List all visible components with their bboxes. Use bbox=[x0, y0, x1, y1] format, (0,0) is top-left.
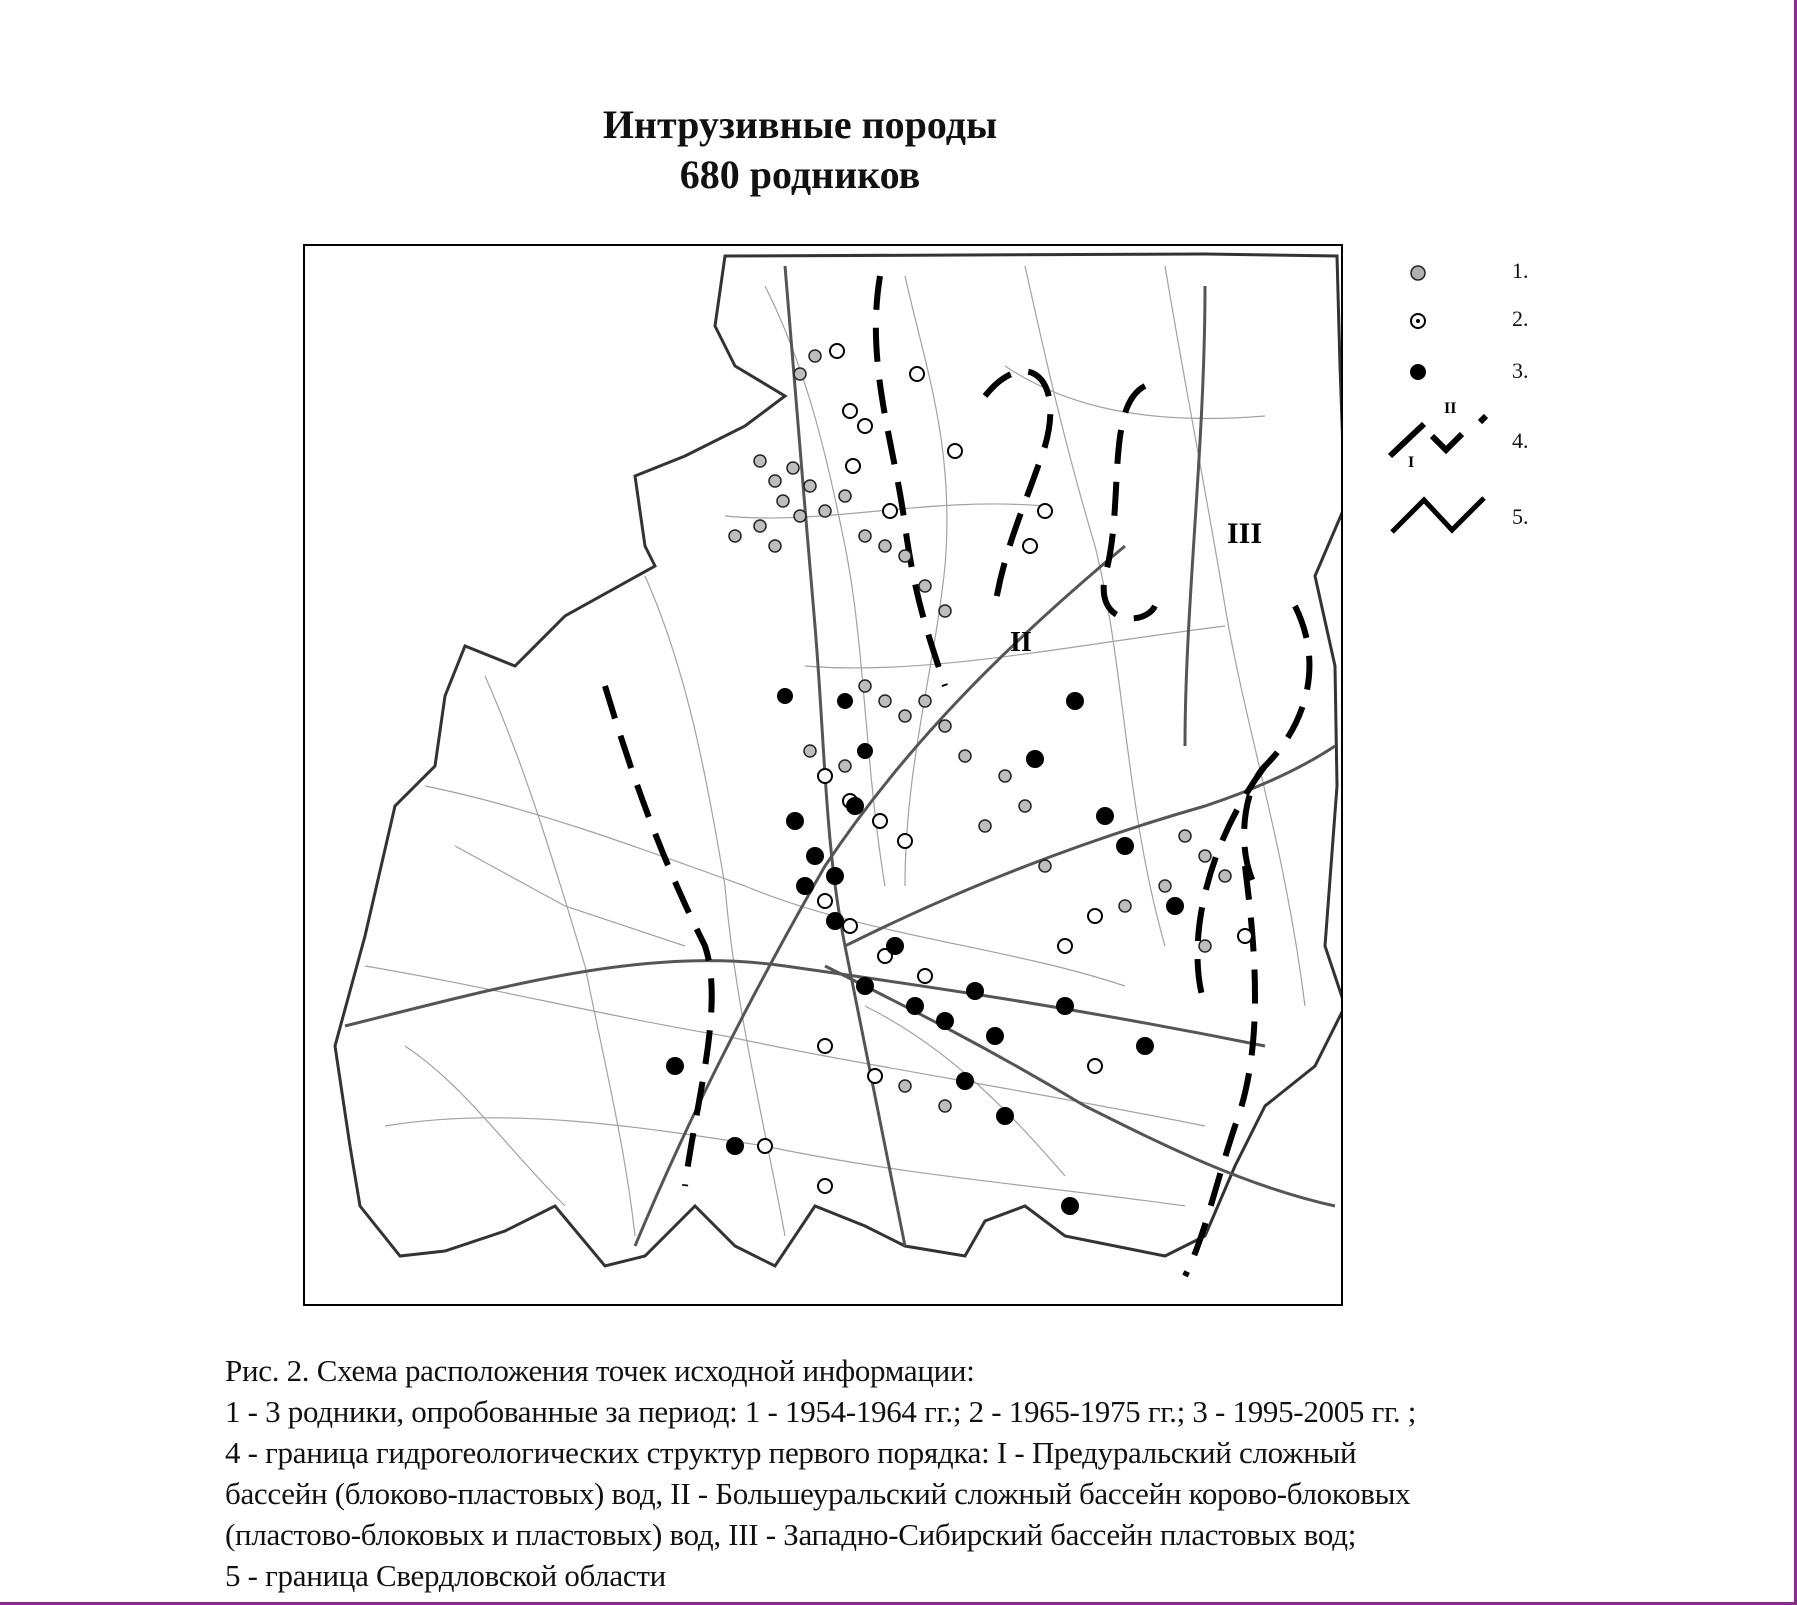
spring-point bbox=[873, 814, 887, 828]
spring-point bbox=[986, 1027, 1004, 1045]
caption-line: бассейн (блоково-пластовых) вод, II - Большеуральский сложный бассейн корово-блоковых bbox=[225, 1476, 1411, 1511]
spring-point bbox=[804, 480, 816, 492]
legend-num-5: 5. bbox=[1512, 504, 1529, 529]
spring-point bbox=[1159, 880, 1171, 892]
springs-1965-1975 bbox=[758, 344, 1252, 1193]
region-label-II: II bbox=[1010, 627, 1032, 658]
spring-point bbox=[1238, 929, 1252, 943]
spring-point bbox=[948, 444, 962, 458]
legend-grey-circle-icon bbox=[1411, 266, 1425, 280]
legend-dotted-circle-center bbox=[1416, 319, 1420, 323]
spring-point bbox=[1219, 870, 1231, 882]
spring-point bbox=[910, 367, 924, 381]
legend-num-1: 1. bbox=[1512, 258, 1529, 283]
spring-point bbox=[818, 1179, 832, 1193]
spring-point bbox=[899, 550, 911, 562]
legend-num-4: 4. bbox=[1512, 428, 1529, 453]
river-network bbox=[365, 266, 1305, 1236]
spring-point bbox=[818, 894, 832, 908]
legend-solid-boundary-icon bbox=[1392, 498, 1484, 532]
spring-point bbox=[979, 820, 991, 832]
spring-point bbox=[769, 475, 781, 487]
spring-point bbox=[786, 812, 804, 830]
spring-point bbox=[906, 997, 924, 1015]
spring-point bbox=[839, 490, 851, 502]
legend-symbols bbox=[1380, 250, 1560, 550]
title-line-1: Интрузивные породы bbox=[602, 102, 998, 147]
spring-point bbox=[809, 350, 821, 362]
spring-point bbox=[898, 834, 912, 848]
spring-point bbox=[956, 1072, 974, 1090]
spring-point bbox=[1056, 997, 1074, 1015]
spring-point bbox=[883, 504, 897, 518]
legend-num-2: 2. bbox=[1512, 306, 1529, 331]
spring-point bbox=[999, 770, 1011, 782]
caption-line: Рис. 2. Схема расположения точек исходной информации: bbox=[225, 1353, 975, 1388]
spring-point bbox=[777, 495, 789, 507]
oblast-border bbox=[335, 254, 1343, 1266]
legend-dashed-boundary-icon bbox=[1390, 400, 1486, 471]
spring-point bbox=[818, 1039, 832, 1053]
legend-label-II: II bbox=[1444, 400, 1457, 417]
spring-point bbox=[826, 867, 844, 885]
spring-point bbox=[1039, 860, 1051, 872]
spring-point bbox=[794, 368, 806, 380]
caption-line: 5 - граница Свердловской области bbox=[225, 1558, 666, 1593]
spring-point bbox=[758, 1139, 772, 1153]
spring-point bbox=[1088, 1059, 1102, 1073]
spring-point bbox=[819, 505, 831, 517]
spring-point bbox=[858, 419, 872, 433]
spring-point bbox=[666, 1057, 684, 1075]
spring-point bbox=[1116, 837, 1134, 855]
spring-point bbox=[1038, 504, 1052, 518]
legend-label-I: I bbox=[1408, 454, 1415, 471]
spring-point bbox=[879, 695, 891, 707]
spring-point bbox=[843, 404, 857, 418]
spring-point bbox=[846, 797, 864, 815]
spring-point bbox=[729, 530, 741, 542]
spring-point bbox=[959, 750, 971, 762]
caption-line: 4 - граница гидрогеологических структур первого порядка: I - Предуральский сложный bbox=[225, 1435, 1357, 1470]
spring-point bbox=[1199, 850, 1211, 862]
spring-point bbox=[936, 1012, 954, 1030]
spring-point bbox=[806, 847, 824, 865]
spring-point bbox=[754, 455, 766, 467]
caption-line: (пластово-блоковых и пластовых) вод, III - Западно-Сибирский бассейн пластовых вод; bbox=[225, 1517, 1357, 1552]
spring-point bbox=[966, 982, 984, 1000]
springs-1995-2005 bbox=[666, 688, 1184, 1215]
spring-point bbox=[1119, 900, 1131, 912]
spring-point bbox=[857, 743, 873, 759]
spring-point bbox=[899, 710, 911, 722]
spring-point bbox=[830, 344, 844, 358]
spring-point bbox=[1179, 830, 1191, 842]
spring-point bbox=[918, 969, 932, 983]
spring-point bbox=[939, 720, 951, 732]
map-title bbox=[0, 100, 1600, 200]
spring-point bbox=[794, 510, 806, 522]
spring-point bbox=[886, 937, 904, 955]
spring-point bbox=[1019, 800, 1031, 812]
legend-num-3: 3. bbox=[1512, 358, 1529, 383]
figure-caption bbox=[225, 1350, 1645, 1596]
road-network bbox=[345, 266, 1335, 1246]
map-legend bbox=[1380, 250, 1560, 550]
spring-point bbox=[769, 540, 781, 552]
spring-point bbox=[868, 1069, 882, 1083]
spring-point bbox=[726, 1137, 744, 1155]
spring-point bbox=[919, 580, 931, 592]
spring-point bbox=[787, 462, 799, 474]
spring-point bbox=[859, 530, 871, 542]
map-frame bbox=[303, 244, 1343, 1306]
spring-point bbox=[796, 877, 814, 895]
spring-point bbox=[1026, 750, 1044, 768]
spring-point bbox=[939, 605, 951, 617]
spring-point bbox=[859, 680, 871, 692]
spring-point bbox=[996, 1107, 1014, 1125]
spring-point bbox=[1166, 897, 1184, 915]
title-line-2: 680 родников bbox=[679, 152, 921, 197]
spring-point bbox=[899, 1080, 911, 1092]
spring-point bbox=[1061, 1197, 1079, 1215]
spring-point bbox=[856, 977, 874, 995]
spring-point bbox=[804, 745, 816, 757]
spring-point bbox=[839, 760, 851, 772]
spring-point bbox=[1199, 940, 1211, 952]
spring-point bbox=[1096, 807, 1114, 825]
spring-point bbox=[843, 919, 857, 933]
spring-point bbox=[837, 693, 853, 709]
region-label-III: III bbox=[1227, 517, 1263, 550]
map-canvas bbox=[305, 246, 1343, 1306]
spring-point bbox=[879, 540, 891, 552]
caption-line: 1 - 3 родники, опробованные за период: 1 - 1954-1964 гг.; 2 - 1965-1975 гг.; 3 - 1995-2005 гг. ; bbox=[225, 1394, 1417, 1429]
spring-point bbox=[754, 520, 766, 532]
spring-point bbox=[846, 459, 860, 473]
spring-point bbox=[1058, 939, 1072, 953]
spring-point bbox=[826, 912, 844, 930]
spring-point bbox=[1136, 1037, 1154, 1055]
spring-point bbox=[777, 688, 793, 704]
spring-point bbox=[1066, 692, 1084, 710]
spring-point bbox=[919, 695, 931, 707]
spring-point bbox=[1023, 539, 1037, 553]
legend-black-circle-icon bbox=[1410, 364, 1426, 380]
spring-point bbox=[939, 1100, 951, 1112]
spring-point bbox=[818, 769, 832, 783]
spring-point bbox=[1088, 909, 1102, 923]
